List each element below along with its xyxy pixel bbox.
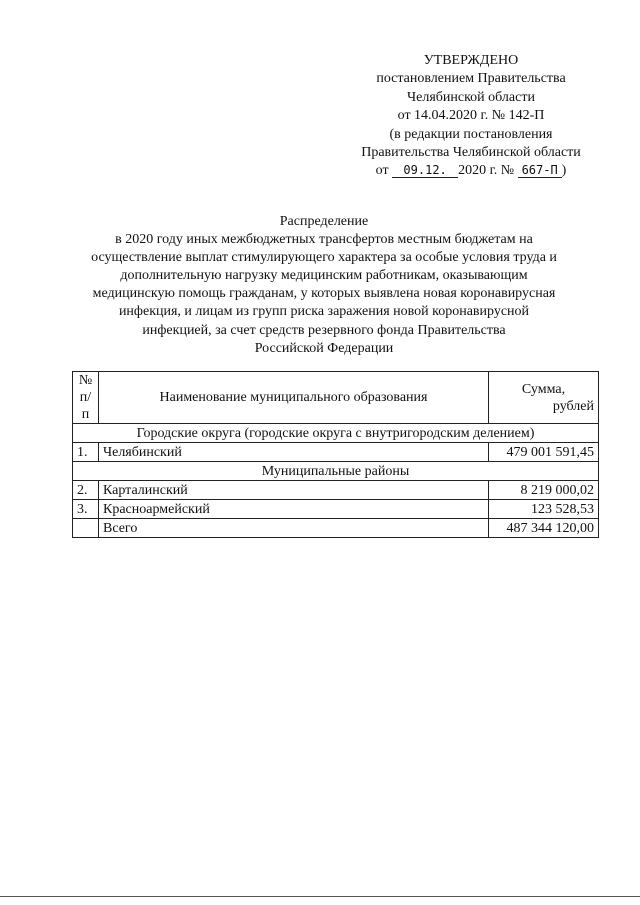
row-sum: 8 219 000,02 <box>489 481 599 500</box>
distribution-table <box>72 371 599 538</box>
approval-amendment-line <box>340 162 602 180</box>
amendment-number: 667-П <box>518 163 562 178</box>
title-line: медицинскую помощь гражданам, у которых выявлена новая коронавирусная <box>92 286 556 302</box>
amendment-middle: 2020 г. № <box>458 163 515 179</box>
row-num: 1. <box>73 443 99 462</box>
header-num-line1: № <box>78 373 93 388</box>
section-municipal-districts: Муниципальные районы <box>73 462 599 481</box>
approval-heading: УТВЕРЖДЕНО <box>423 53 519 68</box>
table-header-row <box>73 372 599 424</box>
title-line: инфекцией, за счет средств резервного фонда Правительства <box>142 322 506 338</box>
approval-block <box>340 52 602 181</box>
total-sum: 487 344 120,00 <box>489 519 599 538</box>
title-line: в 2020 году иных межбюджетных трансфертов местным бюджетам на <box>115 232 533 248</box>
approval-line: Челябинской области <box>407 89 535 105</box>
section-row <box>73 424 599 443</box>
header-num-line2: п/п <box>79 390 92 422</box>
approval-line: от 14.04.2020 г. № 142-П <box>397 108 545 124</box>
header-num <box>73 372 99 424</box>
amendment-date: 09.12. <box>392 163 458 178</box>
row-name: Карталинский <box>99 481 489 500</box>
row-num: 3. <box>73 500 99 519</box>
row-num: 2. <box>73 481 99 500</box>
table-row <box>73 481 599 500</box>
table-row <box>73 500 599 519</box>
title-line: инфекция, и лицам из групп риска заражения новой коронавирусной <box>118 304 530 320</box>
total-row <box>73 519 599 538</box>
document-title <box>68 213 580 358</box>
title-line: осуществление выплат стимулирующего характера за особые условия труда и <box>91 250 557 266</box>
amendment-prefix: от <box>375 163 389 179</box>
table-row <box>73 443 599 462</box>
total-label: Всего <box>99 519 489 538</box>
approval-line: (в редакции постановления <box>389 126 553 142</box>
row-sum: 479 001 591,45 <box>489 443 599 462</box>
header-sum-line1: Сумма, <box>521 381 566 397</box>
title-line: Российской Федерации <box>254 340 394 356</box>
row-sum: 123 528,53 <box>489 500 599 519</box>
row-name: Красноармейский <box>99 500 489 519</box>
title-line: дополнительную нагрузку медицинским работникам, оказывающим <box>120 268 528 284</box>
scan-bottom-edge <box>0 896 640 897</box>
amendment-suffix: ) <box>561 163 567 179</box>
section-row <box>73 462 599 481</box>
title-heading: Распределение <box>279 214 369 229</box>
section-city-districts: Городские округа (городские округа с внутригородским делением) <box>73 424 599 443</box>
approval-line: постановлением Правительства <box>376 71 566 87</box>
header-name: Наименование муниципального образования <box>99 372 489 424</box>
header-sum-line2: рублей <box>552 398 594 414</box>
header-sum <box>489 372 599 424</box>
total-num <box>73 519 99 538</box>
approval-line: Правительства Челябинской области <box>361 145 581 161</box>
row-name: Челябинский <box>99 443 489 462</box>
